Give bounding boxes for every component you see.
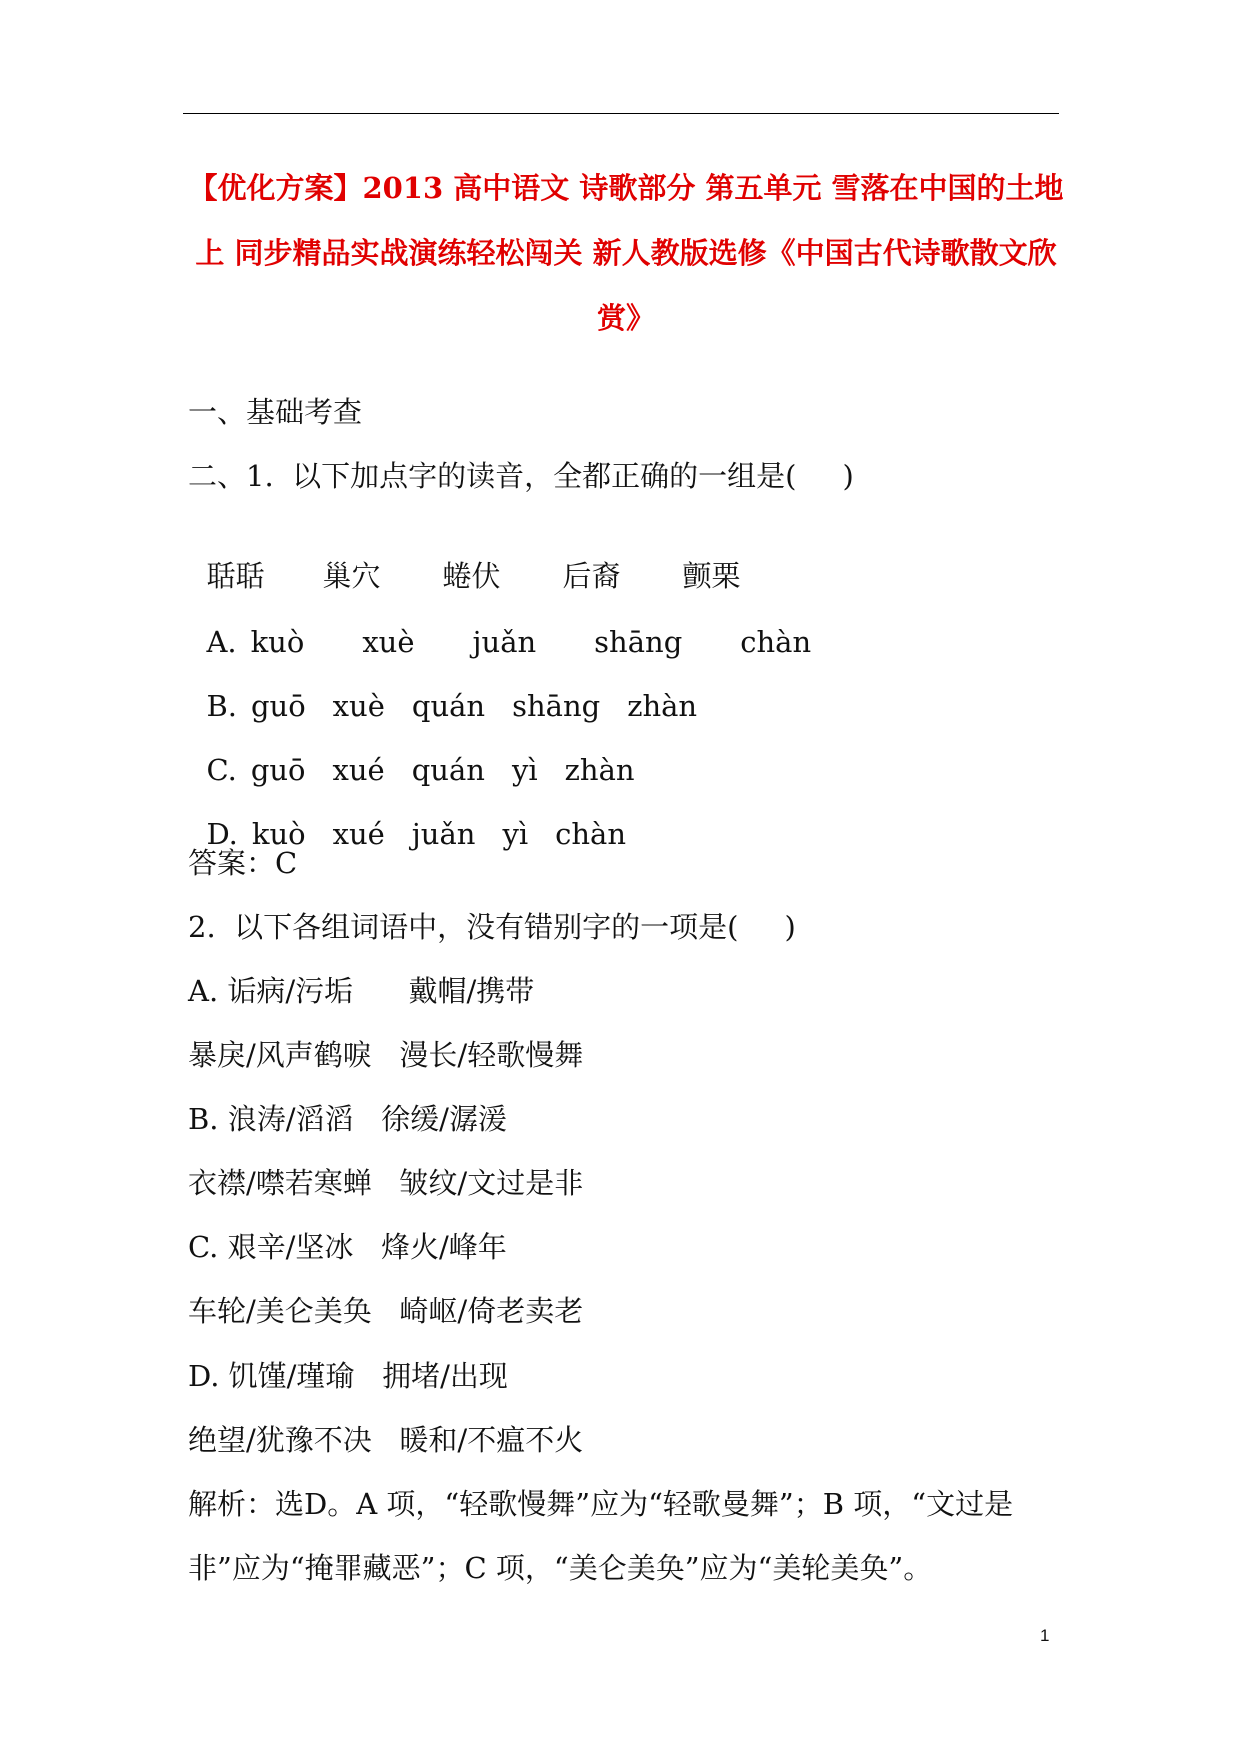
pinyin: chàn	[555, 817, 626, 851]
word-3: 蜷伏	[442, 559, 501, 593]
option-label: C.	[206, 753, 237, 787]
question-2-line: 绝望/犹豫不决 暖和/不瘟不火	[188, 1423, 584, 1457]
option-label: A.	[206, 625, 237, 659]
word-1: 聒聒	[206, 559, 265, 593]
pinyin: xué	[332, 753, 385, 787]
word-4: 后裔	[562, 559, 621, 593]
question-2-line: C. 艰辛/坚冰 烽火/峰年	[188, 1230, 507, 1264]
pinyin: quán	[411, 689, 486, 723]
pinyin: zhàn	[627, 689, 698, 723]
question-2-stem: 2. 以下各组词语中，没有错别字的一项是( )	[188, 910, 796, 944]
question-2-analysis-line-1: 解析：选D。A 项，“轻歌慢舞”应为“轻歌曼舞”；B 项，“文过是	[188, 1487, 1014, 1521]
word-5: 颤栗	[682, 559, 741, 593]
option-c	[188, 716, 635, 788]
word-2: 巢穴	[322, 559, 381, 593]
pinyin: yì	[511, 753, 538, 787]
page-number: 1	[1040, 1626, 1050, 1645]
section-heading: 一、基础考查	[188, 395, 363, 429]
question-2-line: 暴戾/风声鹤唳 漫长/轻歌慢舞	[188, 1038, 584, 1072]
question-2-line: D. 饥馑/瑾瑜 拥堵/出现	[188, 1359, 508, 1393]
pinyin: xuè	[362, 625, 415, 659]
pinyin: xuè	[332, 689, 385, 723]
option-label: B.	[206, 689, 237, 723]
pinyin: kuò	[250, 625, 305, 659]
pinyin: xué	[332, 817, 385, 851]
option-a	[188, 588, 811, 660]
document-title: 【优化方案】2013 高中语文 诗歌部分 第五单元 雪落在中国的土地上 同步精品实战演练轻松闯关 新人教版选修《中国古代诗歌散文欣赏》	[188, 171, 1064, 335]
pinyin: kuò	[251, 817, 306, 851]
pinyin: quán	[411, 753, 485, 787]
option-label: D.	[206, 817, 238, 851]
pinyin: zhàn	[564, 753, 635, 787]
question-2-line: B. 浪涛/滔滔 徐缓/潺湲	[188, 1102, 507, 1136]
pinyin: guō	[250, 689, 306, 723]
pinyin: guō	[250, 753, 306, 787]
pinyin: chàn	[740, 625, 812, 659]
question-2-line: 车轮/美仑美奂 崎岖/倚老卖老	[188, 1294, 584, 1328]
option-d	[188, 780, 626, 852]
question-2-line: 衣襟/噤若寒蝉 皱纹/文过是非	[188, 1166, 584, 1200]
option-b	[188, 652, 697, 724]
question-1-answer: 答案：C	[188, 846, 298, 880]
question-2-analysis-line-2: 非”应为“掩罪藏恶”；C 项，“美仑美奂”应为“美轮美奂”。	[188, 1551, 933, 1585]
question-1-stem: 二、1. 以下加点字的读音，全都正确的一组是( )	[188, 459, 854, 493]
pinyin: shāng	[512, 689, 601, 723]
question-1-words	[188, 522, 741, 594]
question-2-line: A. 诟病/污垢 戴帽/携带	[188, 974, 535, 1008]
pinyin: juǎn	[472, 625, 537, 659]
header-rule	[183, 113, 1059, 114]
pinyin: shāng	[594, 625, 683, 659]
pinyin: juǎn	[411, 817, 476, 851]
pinyin: yì	[502, 817, 529, 851]
